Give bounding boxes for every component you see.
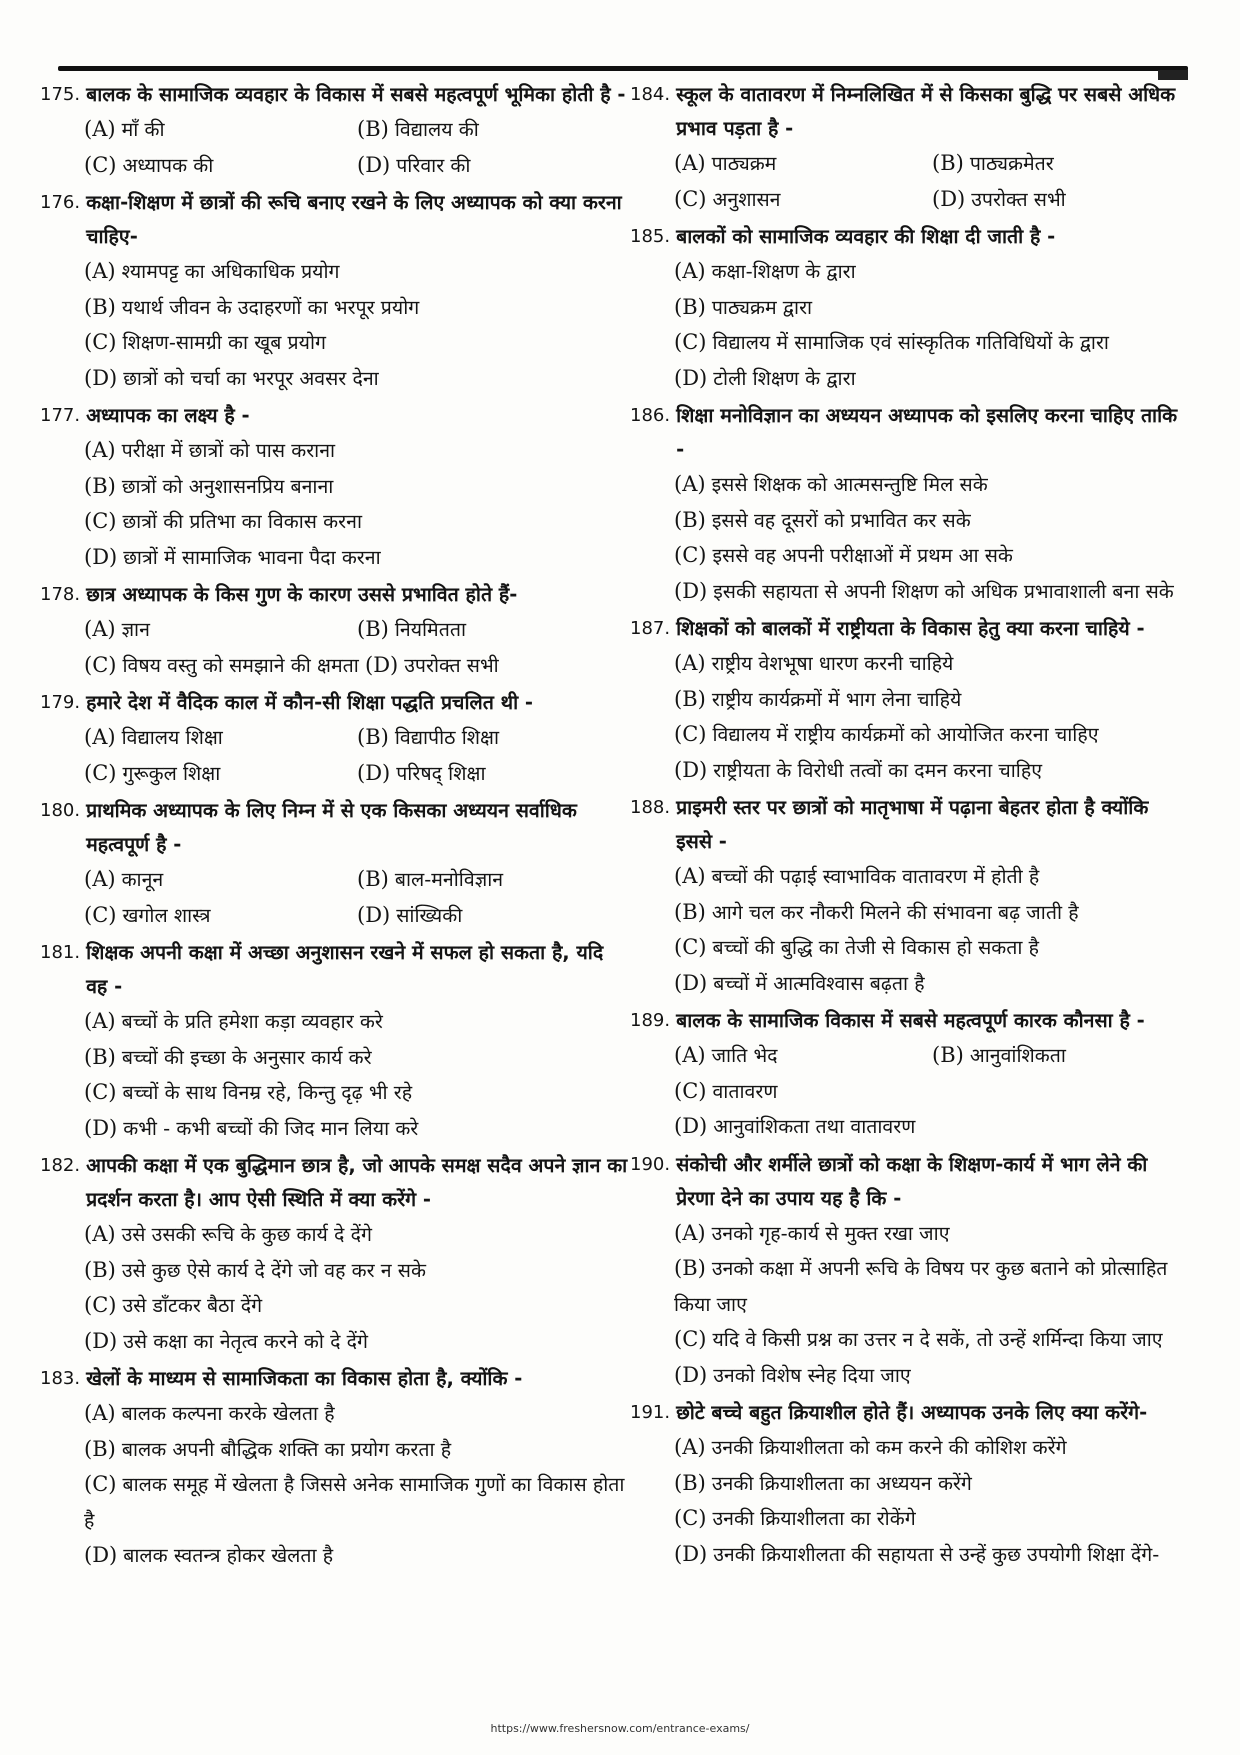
question-187 — [630, 612, 1190, 788]
option-b: (B) छात्रों को अनुशासनप्रिय बनाना — [84, 473, 334, 498]
option-d: (D) बच्चों में आत्मविश्वास बढ़ता है — [674, 970, 925, 995]
question-number: 188. — [630, 797, 671, 818]
option-c: (C) उनकी क्रियाशीलता का रोकेंगे — [674, 1506, 916, 1530]
question-179 — [40, 686, 630, 791]
option-b: (B) यथार्थ जीवन के उदाहरणों का भरपूर प्रयोग — [84, 294, 420, 319]
option-b: (B) बच्चों की इच्छा के अनुसार कार्य करे — [84, 1044, 372, 1069]
question-number: 175. — [40, 84, 81, 105]
question-178 — [40, 578, 630, 683]
option-a: (A) कक्षा-शिक्षण के द्वारा — [674, 259, 856, 283]
option-c: (C) बालक समूह में खेलता है जिससे अनेक सामाजिक गुणों का विकास होता है — [84, 1472, 625, 1532]
option-c: (C) विद्यालय में सामाजिक एवं सांस्कृतिक गतिविधियों के द्वारा — [674, 330, 1109, 354]
option-c: (C) उसे डाँटकर बैठा देंगे — [84, 1293, 263, 1317]
option-d: (D) छात्रों को चर्चा का भरपूर अवसर देना — [84, 365, 379, 390]
option-d: (D) उनकी क्रियाशीलता की सहायता से उन्हें कुछ उपयोगी शिक्षा देंगे- — [674, 1541, 1160, 1566]
option-a: (A) बालक कल्पना करके खेलता है — [84, 1401, 335, 1425]
option-d: (D) टोली शिक्षण के द्वारा — [674, 365, 856, 390]
option-d: (D) उसे कक्षा का नेतृत्व करने को दे देंगे — [84, 1328, 368, 1353]
option-c: (C) विद्यालय में राष्ट्रीय कार्यक्रमों को आयोजित करना चाहिए — [674, 722, 1099, 746]
question-text: कक्षा-शिक्षण में छात्रों की रूचि बनाए रखने के लिए अध्यापक को क्या करना चाहिए- — [86, 191, 622, 248]
option-a: (A) बच्चों के प्रति हमेशा कड़ा व्यवहार करे — [84, 1009, 383, 1033]
left-column — [40, 78, 630, 1577]
question-175 — [40, 78, 630, 183]
question-176 — [40, 186, 630, 396]
option-b: (B) पाठ्यक्रम द्वारा — [674, 294, 813, 319]
question-177 — [40, 399, 630, 575]
question-text: बालक के सामाजिक व्यवहार के विकास में सबसे महत्वपूर्ण भूमिका होती है - — [86, 83, 626, 106]
option-c: (C) गुरूकुल शिक्षा — [84, 760, 221, 785]
question-185 — [630, 220, 1190, 396]
right-column — [630, 78, 1190, 1575]
option-a: (A) इससे शिक्षक को आत्मसन्तुष्टि मिल सके — [674, 472, 988, 496]
option-c-d: (C) विषय वस्तु को समझाने की क्षमता (D) उपरोक्त सभी — [84, 652, 499, 677]
option-c: (C) वातावरण — [674, 1078, 778, 1103]
question-number: 181. — [40, 942, 81, 963]
option-b: (B) विद्यापीठ शिक्षा — [357, 725, 500, 749]
question-number: 189. — [630, 1010, 671, 1031]
option-a: (A) माँ की — [84, 117, 165, 141]
option-a: (A) उसे उसकी रूचि के कुछ कार्य दे देंगे — [84, 1222, 372, 1246]
option-c: (C) अध्यापक की — [84, 152, 214, 177]
option-d: (D) बालक स्वतन्त्र होकर खेलता है — [84, 1543, 334, 1567]
option-a: (A) राष्ट्रीय वेशभूषा धारण करनी चाहिये — [674, 651, 954, 675]
option-c: (C) छात्रों की प्रतिभा का विकास करना — [84, 509, 362, 533]
option-b: (B) विद्यालय की — [357, 117, 479, 141]
option-d: (D) कभी - कभी बच्चों की जिद मान लिया करे — [84, 1115, 419, 1140]
option-a: (A) कानून — [84, 867, 164, 891]
question-text: शिक्षा मनोविज्ञान का अध्ययन अध्यापक को इसलिए करना चाहिए ताकि - — [676, 404, 1178, 461]
option-b: (B) पाठ्यक्रमेतर — [932, 151, 1054, 175]
option-b: (B) बालक अपनी बौद्धिक शक्ति का प्रयोग करता है — [84, 1436, 452, 1461]
question-189 — [630, 1004, 1190, 1145]
option-c: (C) बच्चों की बुद्धि का तेजी से विकास हो सकता है — [674, 935, 1039, 959]
option-d: (D) उनको विशेष स्नेह दिया जाए — [674, 1362, 911, 1387]
option-b: (B) राष्ट्रीय कार्यक्रमों में भाग लेना चाहिये — [674, 686, 962, 711]
option-d: (D) उपरोक्त सभी — [932, 186, 1066, 211]
option-d: (D) परिवार की — [357, 152, 471, 177]
option-a: (A) जाति भेद — [674, 1043, 778, 1067]
option-a: (A) श्यामपट्ट का अधिकाधिक प्रयोग — [84, 259, 340, 283]
question-183 — [40, 1362, 630, 1574]
option-c: (C) यदि वे किसी प्रश्न का उत्तर न दे सकें, तो उन्हें शर्मिन्दा किया जाए — [674, 1327, 1163, 1351]
question-number: 184. — [630, 84, 671, 105]
option-d: (D) सांख्यिकी — [357, 902, 463, 927]
question-number: 183. — [40, 1368, 81, 1389]
question-number: 182. — [40, 1155, 81, 1176]
question-text: छोटे बच्चे बहुत क्रियाशील होते हैं। अध्यापक उनके लिए क्या करेंगे- — [676, 1401, 1148, 1424]
option-d: (D) छात्रों में सामाजिक भावना पैदा करना — [84, 544, 381, 569]
question-number: 177. — [40, 405, 81, 426]
question-181 — [40, 936, 630, 1146]
footer-url: https://www.freshersnow.com/entrance-exams/ — [490, 1722, 750, 1735]
option-a: (A) उनको गृह-कार्य से मुक्त रखा जाए — [674, 1220, 950, 1245]
option-a: (A) परीक्षा में छात्रों को पास कराना — [84, 438, 336, 462]
option-b: (B) इससे वह दूसरों को प्रभावित कर सके — [674, 507, 971, 532]
question-text: खेलों के माध्यम से सामाजिकता का विकास होता है, क्योंकि - — [86, 1367, 523, 1390]
question-text: बालक के सामाजिक विकास में सबसे महत्वपूर्ण कारक कौनसा है - — [676, 1009, 1145, 1032]
question-text: हमारे देश में वैदिक काल में कौन-सी शिक्षा पद्धति प्रचलित थी - — [86, 691, 534, 714]
option-c: (C) शिक्षण-सामग्री का खूब प्रयोग — [84, 330, 326, 354]
question-number: 178. — [40, 584, 81, 605]
option-b: (B) उनकी क्रियाशीलता का अध्ययन करेंगे — [674, 1470, 972, 1495]
question-number: 191. — [630, 1402, 671, 1423]
question-text: बालकों को सामाजिक व्यवहार की शिक्षा दी जाती है - — [676, 225, 1056, 248]
question-184 — [630, 78, 1190, 217]
question-number: 179. — [40, 692, 81, 713]
option-a: (A) पाठ्यक्रम — [674, 151, 777, 175]
option-d: (D) आनुवांशिकता तथा वातावरण — [674, 1114, 916, 1138]
question-191 — [630, 1396, 1190, 1572]
question-number: 187. — [630, 618, 671, 639]
option-b: (B) बाल-मनोविज्ञान — [357, 867, 504, 891]
option-d: (D) परिषद् शिक्षा — [357, 760, 486, 785]
option-c: (C) इससे वह अपनी परीक्षाओं में प्रथम आ सके — [674, 543, 1013, 567]
option-a: (A) उनकी क्रियाशीलता को कम करने की कोशिश करेंगे — [674, 1435, 1067, 1459]
question-188 — [630, 791, 1190, 1001]
question-number: 190. — [630, 1153, 671, 1175]
question-180 — [40, 794, 630, 933]
option-d: (D) राष्ट्रीयता के विरोधी तत्वों का दमन करना चाहिए — [674, 757, 1042, 782]
option-c: (C) अनुशासन — [674, 186, 781, 211]
question-text: आपकी कक्षा में एक बुद्धिमान छात्र है, जो आपके समक्ष सदैव अपने ज्ञान का प्रदर्शन करता है। आप ऐसी स्थिति में क्या करेंगे - — [86, 1154, 628, 1211]
option-b: (B) नियमितता — [357, 617, 467, 641]
option-a: (A) ज्ञान — [84, 617, 150, 641]
question-text: प्राथमिक अध्यापक के लिए निम्न में से एक किसका अध्ययन सर्वाधिक महत्वपूर्ण है - — [86, 799, 577, 856]
option-a: (A) बच्चों की पढ़ाई स्वाभाविक वातावरण में होती है — [674, 864, 1040, 888]
question-text: अध्यापक का लक्ष्य है - — [86, 404, 250, 427]
question-number: 185. — [630, 226, 671, 247]
question-text: शिक्षकों को बालकों में राष्ट्रीयता के विकास हेतु क्या करना चाहिये - — [676, 617, 1145, 640]
question-number: 180. — [40, 800, 81, 821]
top-rule — [58, 66, 1188, 71]
question-number: 176. — [40, 192, 81, 213]
option-d: (D) इसकी सहायता से अपनी शिक्षण को अधिक प्रभावाशाली बना सके — [674, 578, 1174, 603]
question-text: स्कूल के वातावरण में निम्नलिखित में से किसका बुद्धि पर सबसे अधिक प्रभाव पड़ता है - — [676, 83, 1176, 140]
option-c: (C) खगोल शास्त्र — [84, 902, 211, 927]
option-b: (B) आनुवांशिकता — [932, 1043, 1066, 1067]
option-b: (B) आगे चल कर नौकरी मिलने की संभावना बढ़ जाती है — [674, 899, 1079, 924]
question-186 — [630, 399, 1190, 609]
question-number: 186. — [630, 405, 671, 426]
option-b: (B) उनको कक्षा में अपनी रूचि के विषय पर कुछ बताने को प्रोत्साहित किया जाए — [674, 1256, 1168, 1316]
question-text: शिक्षक अपनी कक्षा में अच्छा अनुशासन रखने में सफल हो सकता है, यदि वह - — [86, 941, 604, 998]
question-190 — [630, 1148, 1190, 1394]
question-text: प्राइमरी स्तर पर छात्रों को मातृभाषा में पढ़ाना बेहतर होता है क्योंकि इससे - — [676, 796, 1149, 853]
question-text: छात्र अध्यापक के किस गुण के कारण उससे प्रभावित होते हैं- — [86, 583, 518, 606]
question-182 — [40, 1149, 630, 1359]
option-a: (A) विद्यालय शिक्षा — [84, 725, 223, 749]
question-text: संकोची और शर्मीले छात्रों को कक्षा के शिक्षण-कार्य में भाग लेने की प्रेरणा देने का उपाय यह है कि - — [676, 1152, 1148, 1210]
option-c: (C) बच्चों के साथ विनम्र रहे, किन्तु दृढ़ भी रहे — [84, 1080, 413, 1104]
option-b: (B) उसे कुछ ऐसे कार्य दे देंगे जो वह कर न सके — [84, 1257, 426, 1282]
